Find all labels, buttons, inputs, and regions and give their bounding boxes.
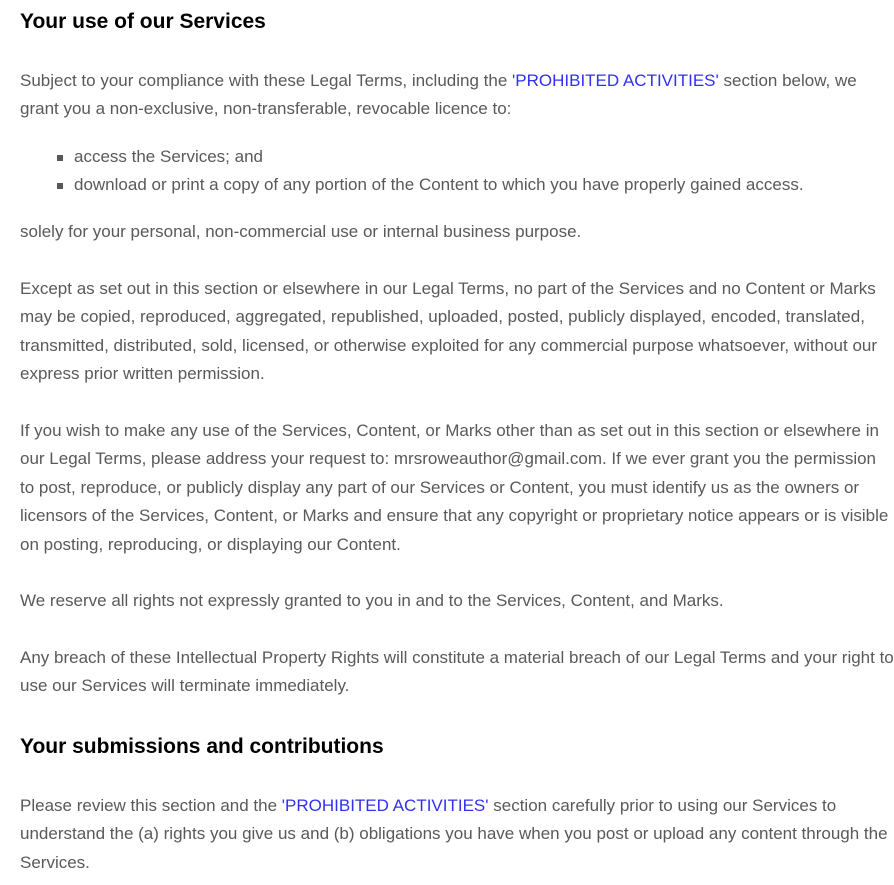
licence-intro-text-continued: section below, we grant you a non-exclusive, non-transferable, revocable licence to: xyxy=(20,71,857,119)
reserve-rights-paragraph: We reserve all rights not expressly granted to you in and to the Services, Content, and Marks. xyxy=(20,591,724,610)
licence-intro-text: Subject to your compliance with these Legal Terms, including the xyxy=(20,71,513,90)
breach-paragraph: Any breach of these Intellectual Property Rights will constitute a material breach of our Legal Terms and your right to use our Services will terminate immediately. xyxy=(20,648,894,696)
prohibited-activities-link[interactable]: 'PROHIBITED ACTIVITIES' xyxy=(281,796,489,815)
submissions-intro-paragraph xyxy=(20,792,894,877)
permission-request-paragraph: If you wish to make any use of the Services, Content, or Marks other than as set out in this section or elsewhere in our Legal Terms, please address your request to: mrsroweauthor@gmail.com. If we ever grant you the permission to post, reproduce, or publicly display any part of our Services or Content, you must identify us as the owners or licensors of the Services, Content, or Marks and ensure that any copyright or proprietary notice appears or is visible on posting, reproducing, or displaying our Content. xyxy=(20,421,889,554)
prohibited-activities-link[interactable]: 'PROHIBITED ACTIVITIES' xyxy=(512,71,719,90)
list-item-text: download or print a copy of any portion of the Content to which you have properly gained access. xyxy=(74,175,804,195)
submissions-intro-text: Please review this section and the xyxy=(20,796,282,815)
submissions-intro-text-continued: section carefully prior to using our Services to understand the (a) rights you give us and (b) obligations you have when you post or upload any content through the Services. xyxy=(20,796,888,872)
section-heading-submissions: Your submissions and contributions xyxy=(20,735,384,758)
section-heading-use-of-services: Your use of our Services xyxy=(20,10,266,33)
list-item xyxy=(20,143,804,171)
except-paragraph: Except as set out in this section or elsewhere in our Legal Terms, no part of the Services and no Content or Marks may be copied, reproduced, aggregated, republished, uploaded, posted, publicly displayed, encoded, translated, transmitted, distributed, sold, licensed, or otherwise exploited for any commercial purpose whatsoever, without our express prior written permission. xyxy=(20,279,878,384)
list-item xyxy=(20,171,804,199)
licence-intro-paragraph xyxy=(20,67,894,124)
licence-list xyxy=(20,143,804,200)
square-bullet-icon xyxy=(57,155,63,161)
square-bullet-icon xyxy=(57,183,63,189)
list-item-text: access the Services; and xyxy=(74,147,263,166)
purpose-paragraph: solely for your personal, non-commercial use or internal business purpose. xyxy=(20,222,582,241)
